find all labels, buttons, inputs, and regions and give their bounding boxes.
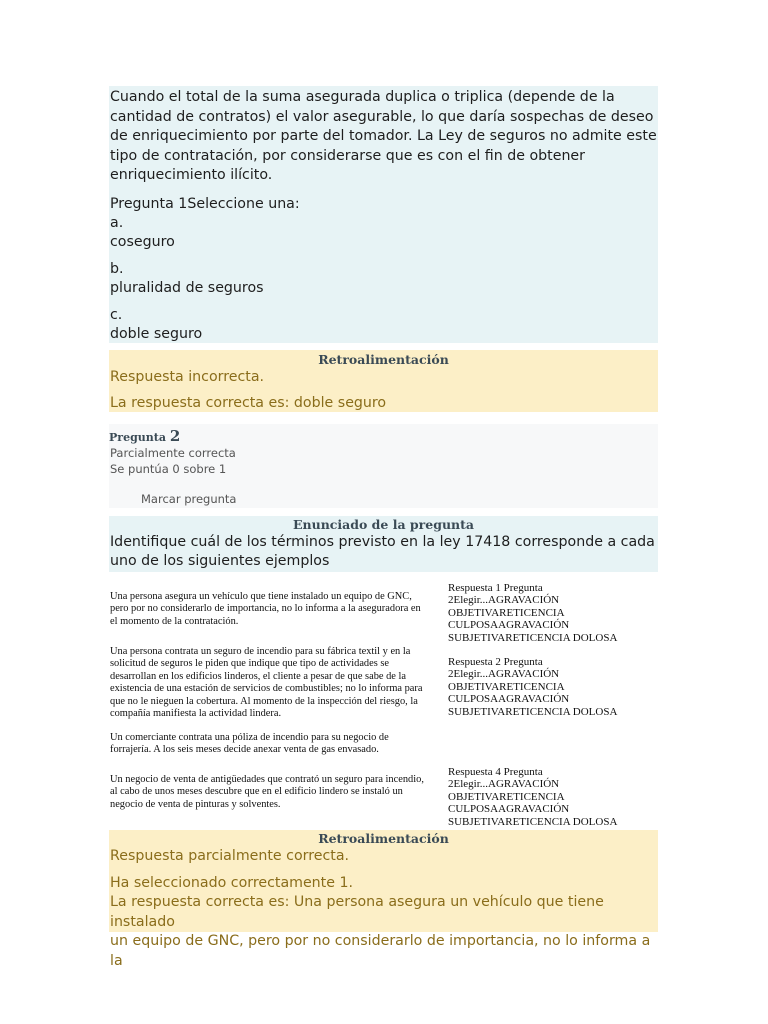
option-a[interactable] — [110, 214, 657, 252]
answer-4-line-2: 2Elegir...AGRAVACIÓN — [448, 778, 560, 791]
feedback-1-result: Respuesta incorrecta. — [110, 369, 265, 385]
feedback-2-correct-line-1: La respuesta correcta es: Una persona asegura un vehículo que tiene instalado — [110, 894, 604, 930]
answer-1-line-4: CULPOSAAGRAVACIÓN — [448, 619, 570, 632]
feedback-1-correct: La respuesta correcta es: doble seguro — [110, 395, 387, 411]
answer-2-line-5: SUBJETIVARETICENCIA DOLOSA — [448, 705, 618, 718]
answer-1-line-2: 2Elegir...AGRAVACIÓN — [448, 594, 560, 607]
answer-2-line-2: 2Elegir...AGRAVACIÓN — [448, 668, 560, 681]
answer-4-line-4: CULPOSAAGRAVACIÓN — [448, 803, 570, 816]
option-a-letter: a. — [110, 214, 124, 231]
flag-question-link[interactable]: Marcar pregunta — [141, 492, 237, 506]
question-2-label-text: Pregunta — [109, 431, 166, 444]
question-1-block — [109, 86, 658, 343]
answer-select-2[interactable] — [448, 656, 660, 718]
question-2-statement — [109, 516, 658, 572]
option-c-letter: c. — [110, 306, 123, 323]
question-2-label — [109, 424, 658, 445]
question-1-text: Cuando el total de la suma asegurada duplica o triplica (depende de la cantidad de contratos) el valor asegurable, lo que daría sospechas de deseo de enriquecimiento por parte del tomador. La Ley de seguros no admite este tipo de contratación, por considerarse que es con el fin de obtener enriquecimiento ilícito. — [110, 89, 657, 183]
feedback-2-result: Respuesta parcialmente correcta. — [110, 848, 350, 864]
answer-2-line-3: OBJETIVARETICENCIA — [448, 680, 565, 693]
option-a-text: coseguro — [110, 233, 175, 250]
feedback-1-block — [109, 350, 658, 412]
example-2: Una persona contrata un seguro de incendio para su fábrica textil y en la solicitud de seguros le piden que indique que tipo de actividades se desarrollan en los edificios linderos, el cliente a pesar de que sabe de la existencia de una estación de servicios de combustibles; no lo informa para que no le nieguen la cobertura. Al momento de la inspección del riesgo, la compañía manifiesta la actividad lindera. — [110, 646, 423, 720]
statement-heading: Enunciado de la pregunta — [293, 517, 474, 532]
matching-area — [110, 580, 660, 830]
question-1-prompt: Pregunta 1Seleccione una: — [110, 195, 300, 212]
question-2-info — [109, 424, 658, 508]
answer-4-line-5: SUBJETIVARETICENCIA DOLOSA — [448, 815, 618, 828]
answer-2-line-1: Respuesta 2 Pregunta — [448, 656, 543, 668]
question-2-number: 2 — [169, 427, 181, 445]
example-4: Un negocio de venta de antigüedades que contrató un seguro para incendio, al cabo de unos meses descubre que en el edificio lindero se instaló un negocio de venta de pinturas y solventes. — [110, 774, 424, 810]
answer-select-4[interactable] — [448, 766, 660, 828]
statement-text: Identifique cuál de los términos previsto en la ley 17418 corresponde a cada uno de los siguientes ejemplos — [110, 534, 655, 569]
answer-2-line-4: CULPOSAAGRAVACIÓN — [448, 693, 570, 706]
answer-4-line-3: OBJETIVARETICENCIA — [448, 790, 565, 803]
option-b-text: pluralidad de seguros — [110, 279, 264, 296]
feedback-2-selected: Ha seleccionado correctamente 1. — [110, 874, 354, 891]
answer-select-1[interactable] — [448, 582, 660, 644]
option-b-letter: b. — [110, 260, 124, 277]
answer-1-line-5: SUBJETIVARETICENCIA DOLOSA — [448, 631, 618, 644]
feedback-2-correct-line-2: un equipo de GNC, pero por no considerarlo de importancia, no lo informa a la — [110, 933, 651, 969]
feedback-1-heading: Retroalimentación — [318, 352, 449, 367]
question-2-status: Parcialmente correcta — [110, 446, 236, 460]
option-b[interactable] — [110, 260, 657, 298]
feedback-2-block — [109, 830, 658, 969]
answer-4-line-1: Respuesta 4 Pregunta — [448, 766, 543, 778]
answer-1-line-3: OBJETIVARETICENCIA — [448, 606, 565, 619]
question-2-score: Se puntúa 0 sobre 1 — [110, 462, 227, 476]
option-c-text: doble seguro — [110, 325, 203, 342]
option-c[interactable] — [110, 306, 657, 344]
feedback-2-heading: Retroalimentación — [318, 831, 449, 846]
answer-1-line-1: Respuesta 1 Pregunta — [448, 582, 543, 594]
example-1: Una persona asegura un vehículo que tiene instalado un equipo de GNC, pero por no considerarlo de importancia, no lo informa a la aseguradora en el momento de la contratación. — [110, 591, 421, 627]
example-3: Un comerciante contrata una póliza de incendio para su negocio de forrajería. A los seis meses decide anexar venta de gas envasado. — [110, 732, 389, 756]
